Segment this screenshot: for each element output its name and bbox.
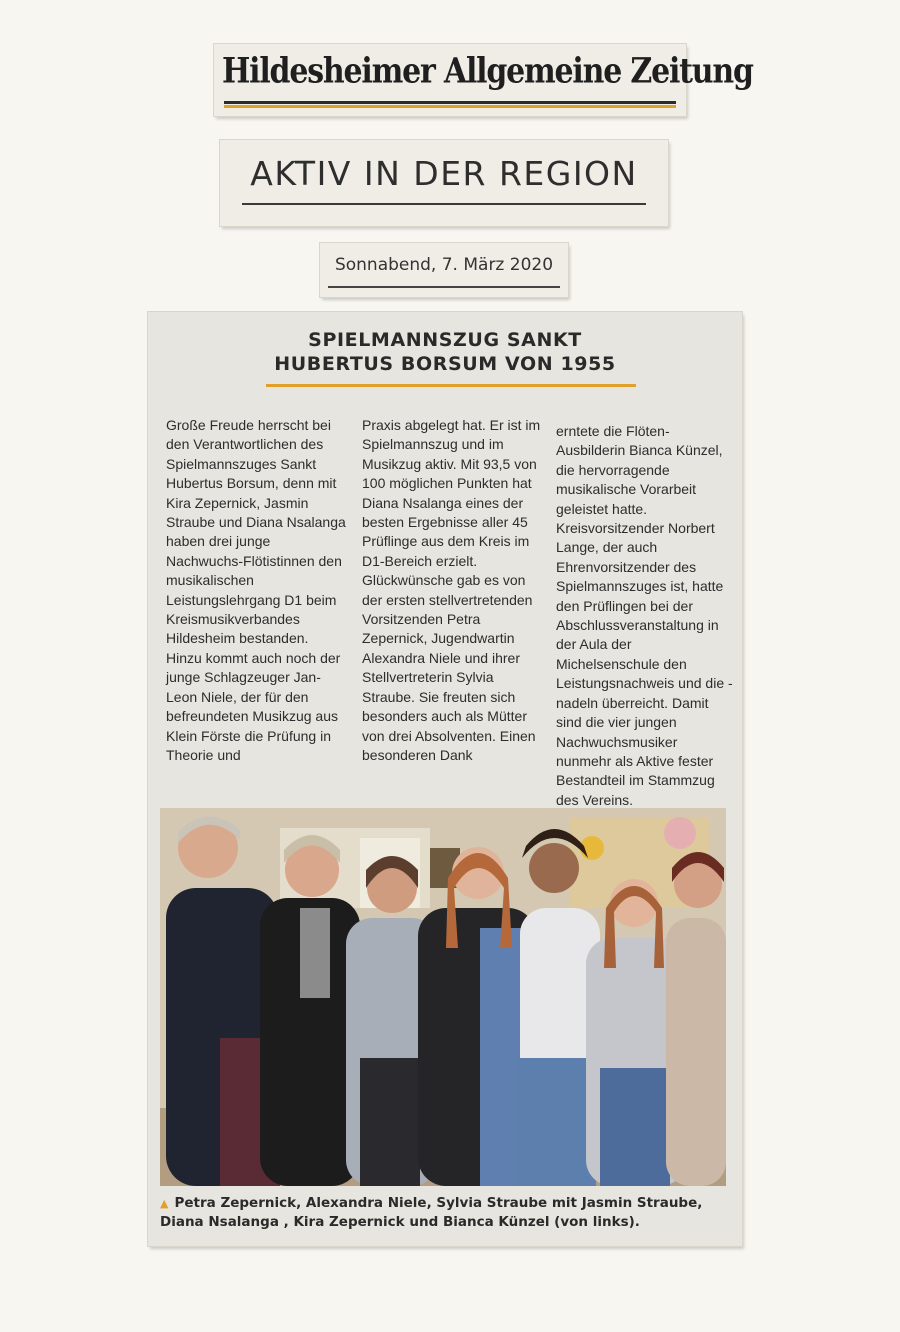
headline-line-2: HUBERTUS BORSUM VON 1955 xyxy=(274,353,616,375)
masthead-clipping xyxy=(214,44,753,116)
caption-triangle-icon: ▲ xyxy=(160,1197,169,1210)
article-paragraph: Große Freude herrscht bei den Verantwortlichen des Spielmannszuges Sankt Hubertus Borsum, denn mit Kira Zepernick, Jasmin Straube und Diana Nsalanga haben drei junge Nachwuchs-Flötistinnen den musikalischen Leistungslehrgang D1 beim Kreismusikverbandes Hildesheim bestanden. xyxy=(166,417,346,647)
group-photo xyxy=(160,808,726,1186)
article-column-2 xyxy=(362,416,542,765)
article-clipping xyxy=(148,312,742,1246)
section-clipping xyxy=(220,140,668,226)
date-rule xyxy=(328,286,560,288)
article-column-1 xyxy=(166,416,346,765)
masthead-rule xyxy=(224,101,676,104)
article-paragraph: erntete die Flöten-Ausbilderin Bianca Künzel, die hervorragende musikalische Vorarbeit geleistet hatte. xyxy=(556,423,723,517)
group-photo-icon xyxy=(160,808,726,1186)
section-rule xyxy=(242,203,646,205)
article-paragraph: Hinzu kommt auch noch der junge Schlagzeuger Jan-Leon Niele, der für den befreundeten Musikzug aus Klein Förste die Prüfung in Theorie und xyxy=(166,649,341,763)
masthead-accent-rule xyxy=(224,105,676,108)
date-clipping xyxy=(320,243,568,297)
article-paragraph: Glückwünsche gab es von der ersten stellvertretenden Vorsitzenden Petra Zepernick, Jugendwartin Alexandra Niele und ihrer Stellvertreterin Sylvia Straube. Sie freuten sich besonders auch als Mütter von drei Absolventen. Einen besonderen Dank xyxy=(362,572,536,763)
photo-caption xyxy=(160,1194,730,1232)
headline-accent-rule xyxy=(266,384,636,387)
article-paragraph: Kreisvorsitzender Norbert Lange, der auch Ehrenvorsitzender des Spielmannszuges ist, hatte den Prüflingen bei der Abschlussveranstaltung in der Aula der Michelsenschule den Leistungsnachweis und die -nadeln überreicht. Damit sind die vier jungen Nachwuchsmusiker nunmehr als Aktive fester Bestandteil im Stammzug des Vereins. xyxy=(556,520,733,808)
section-title: AKTIV IN DER REGION xyxy=(250,154,638,193)
issue-date: Sonnabend, 7. März 2020 xyxy=(334,255,554,275)
article-paragraph: Praxis abgelegt hat. Er ist im Spielmannszug und im Musikzug aktiv. Mit 93,5 von 100 möglichen Punkten hat Diana Nsalanga eines der besten Ergebnisse aller 45 Prüflinge aus dem Kreis im D1-Bereich erzielt. xyxy=(362,417,541,569)
newspaper-name: Hildesheimer Allgemeine Zeitung xyxy=(222,51,753,92)
article-column-3 xyxy=(556,422,736,810)
article-headline xyxy=(148,328,742,376)
caption-text: Petra Zepernick, Alexandra Niele, Sylvia Straube mit Jasmin Straube, Diana Nsalanga , Kira Zepernick und Bianca Künzel (von links). xyxy=(160,1195,703,1230)
headline-line-1: SPIELMANNSZUG SANKT xyxy=(308,329,582,351)
